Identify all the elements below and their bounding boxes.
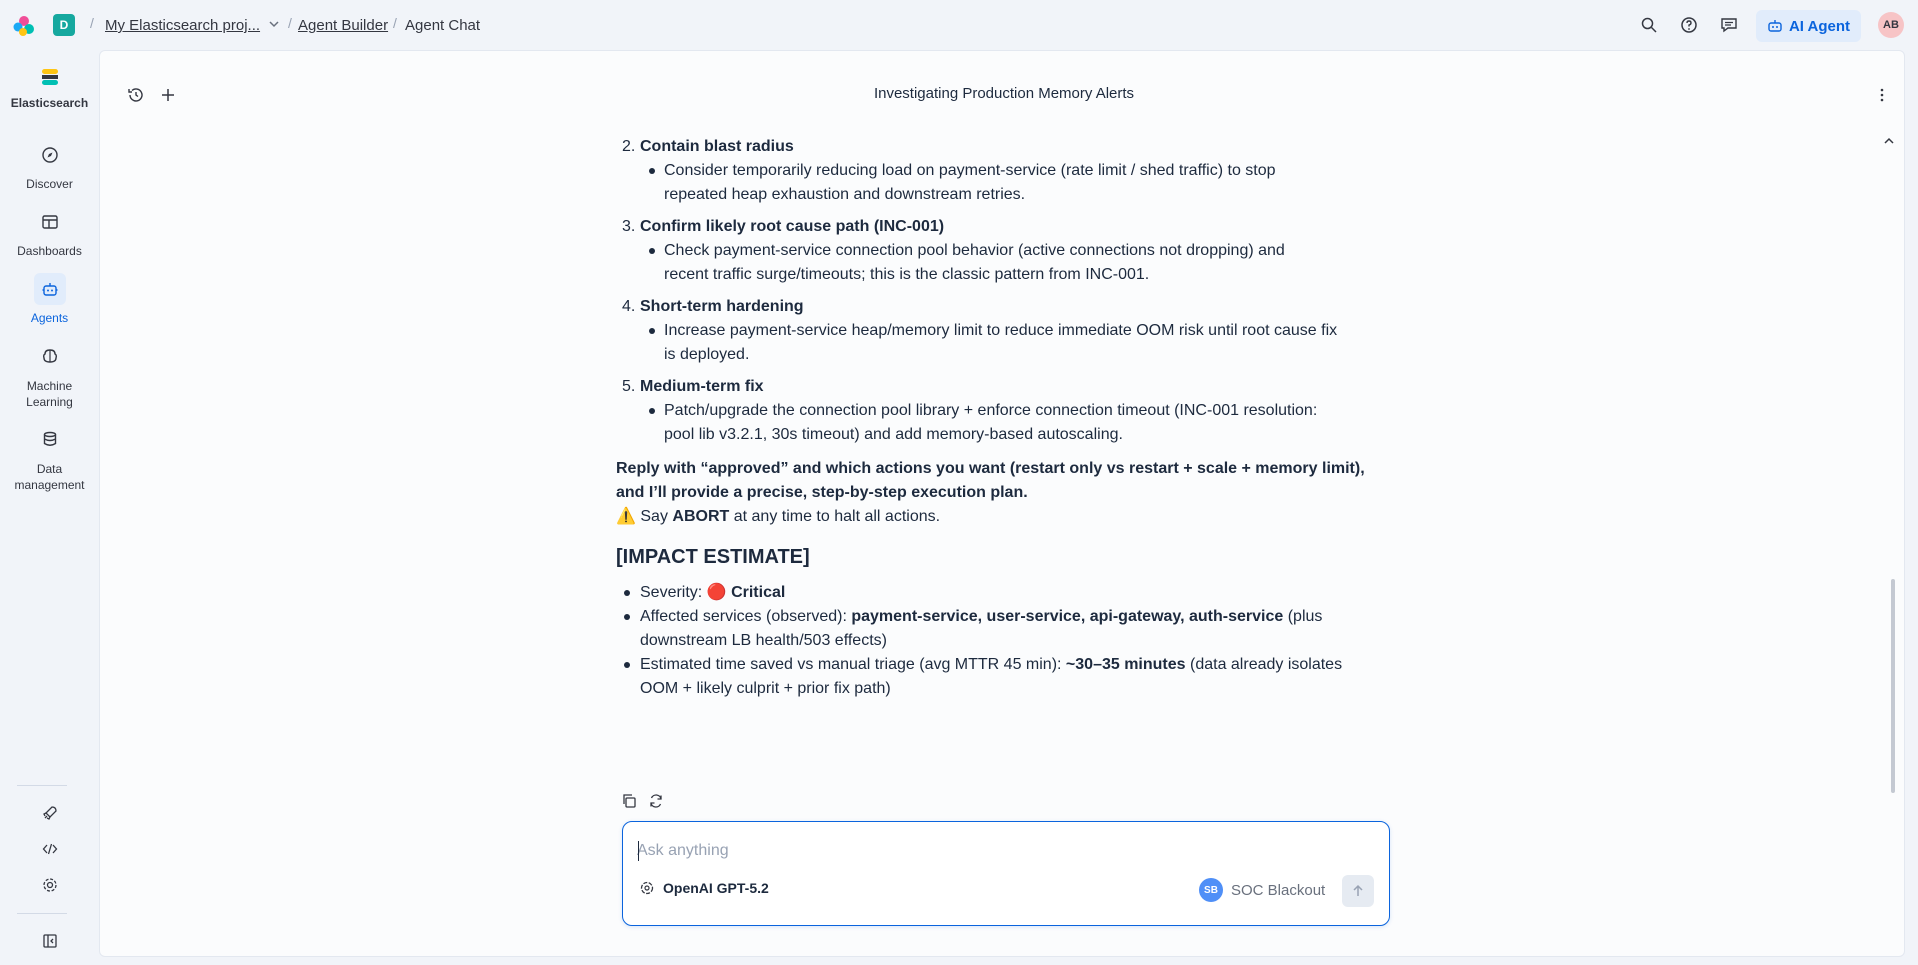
- abort-suffix: at any time to halt all actions.: [729, 508, 941, 525]
- step-title: Contain blast radius: [640, 138, 794, 155]
- breadcrumb-separator: /: [393, 15, 397, 31]
- openai-icon: [639, 880, 655, 896]
- step-detail: Consider temporarily reducing load on payment-service (rate limit / shed traffic) to stop: [664, 162, 1276, 179]
- step-number: 5.: [622, 378, 636, 395]
- reply-instruction-line: Reply with “approved” and which actions you want (restart only vs restart + scale + memory limit),: [616, 460, 1365, 477]
- gear-icon[interactable]: [40, 875, 60, 895]
- step-title: Short-term hardening: [640, 298, 804, 315]
- chat-composer: [622, 821, 1390, 926]
- severity-value: Critical: [731, 584, 786, 601]
- bullet-marker: [649, 248, 655, 254]
- severity-label: Severity:: [640, 584, 707, 601]
- step-detail: pool lib v3.2.1, 30s timeout) and add memory-based autoscaling.: [664, 426, 1123, 443]
- bullet-marker: [649, 408, 655, 414]
- more-options-icon[interactable]: [1873, 86, 1891, 104]
- step-number: 3.: [622, 218, 636, 235]
- time-saved-label: Estimated time saved vs manual triage (avg MTTR 45 min):: [640, 656, 1066, 673]
- agent-name: SOC Blackout: [1231, 881, 1326, 899]
- nav-item-data-management[interactable]: [0, 423, 99, 493]
- search-icon[interactable]: [1640, 16, 1658, 34]
- nav-item-label: Data management: [14, 462, 85, 492]
- nav-item-label: Machine Learning: [26, 379, 73, 409]
- abort-keyword: ABORT: [672, 508, 730, 525]
- affected-continuation: downstream LB health/503 effects): [640, 632, 887, 649]
- chat-panel: [99, 50, 1905, 957]
- step-title: Medium-term fix: [640, 378, 764, 395]
- agent-avatar: SB: [1199, 878, 1223, 902]
- model-selector[interactable]: [639, 880, 769, 896]
- step-title: Confirm likely root cause path (INC-001): [640, 218, 945, 235]
- reply-instructions: [616, 457, 1406, 529]
- abort-notice: [616, 505, 1406, 529]
- breadcrumb-separator: /: [90, 15, 94, 31]
- scrollbar-thumb[interactable]: [1891, 579, 1895, 793]
- impact-heading: [IMPACT ESTIMATE]: [616, 546, 810, 568]
- ai-agent-button[interactable]: [1756, 10, 1861, 42]
- database-icon: [41, 430, 59, 448]
- bullet-marker: [649, 168, 655, 174]
- nav-item-label: Agents: [30, 311, 69, 325]
- bullet-marker: [624, 590, 630, 596]
- model-name: OpenAI GPT-5.2: [663, 880, 769, 896]
- arrow-up-icon: [1351, 884, 1365, 898]
- abort-prefix: ⚠️ Say: [616, 508, 673, 525]
- bullet-marker: [649, 328, 655, 334]
- step-detail: Patch/upgrade the connection pool library + enforce connection timeout (INC-001 resolution:: [664, 402, 1318, 419]
- step-detail: repeated heap exhaustion and downstream retries.: [664, 186, 1026, 203]
- nav-item-agents[interactable]: [0, 273, 99, 325]
- rocket-icon[interactable]: [40, 803, 60, 823]
- conversation-title: Investigating Production Memory Alerts: [873, 85, 1135, 102]
- elasticsearch-logo-icon: [39, 66, 61, 88]
- nav-item-machine-learning[interactable]: [0, 340, 99, 410]
- breadcrumb-project[interactable]: My Elasticsearch proj...: [105, 17, 261, 34]
- dashboard-icon: [41, 213, 59, 231]
- breadcrumb-separator: /: [288, 15, 292, 31]
- collapse-nav-icon[interactable]: [40, 931, 60, 951]
- scroll-up-icon[interactable]: [1883, 135, 1895, 147]
- ai-agent-label: AI Agent: [1788, 17, 1851, 35]
- affected-suffix: (plus: [1283, 608, 1323, 625]
- brain-icon: [41, 347, 59, 365]
- chevron-down-icon[interactable]: [267, 17, 281, 31]
- copy-icon[interactable]: [621, 793, 637, 809]
- step-number: 2.: [622, 138, 636, 155]
- nav-divider: [17, 913, 67, 914]
- space-avatar[interactable]: D: [53, 14, 75, 36]
- affected-services: payment-service, user-service, api-gateway, auth-service: [851, 608, 1284, 625]
- send-button[interactable]: [1342, 875, 1374, 907]
- nav-item-label: Dashboards: [17, 244, 82, 258]
- agent-selector[interactable]: [1199, 878, 1325, 902]
- nav-item-label: Discover: [26, 177, 73, 191]
- severity-item: [640, 581, 1400, 605]
- time-saved-continuation: OOM + likely culprit + prior fix path): [640, 680, 891, 697]
- top-header: [0, 0, 1918, 50]
- reply-instruction-line: and I’ll provide a precise, step-by-step execution plan.: [616, 484, 1028, 501]
- help-icon[interactable]: [1680, 16, 1698, 34]
- step-number: 4.: [622, 298, 636, 315]
- user-avatar[interactable]: AB: [1878, 12, 1904, 38]
- code-icon[interactable]: [40, 839, 60, 859]
- step-detail: Increase payment-service heap/memory limit to reduce immediate OOM risk until root cause fix: [664, 322, 1338, 339]
- affected-label: Affected services (observed):: [640, 608, 852, 625]
- compass-icon: [41, 146, 59, 164]
- step-detail: Check payment-service connection pool behavior (active connections not dropping) and: [664, 242, 1285, 259]
- step-detail: recent traffic surge/timeouts; this is the classic pattern from INC-001.: [664, 266, 1150, 283]
- chat-input[interactable]: [637, 838, 1377, 864]
- regenerate-icon[interactable]: [648, 793, 664, 809]
- nav-item-discover[interactable]: [0, 139, 99, 191]
- critical-status-icon: 🔴: [706, 584, 727, 601]
- nav-brand-label: Elasticsearch: [10, 96, 89, 110]
- feedback-icon[interactable]: [1720, 16, 1738, 34]
- robot-icon: [1767, 18, 1783, 34]
- bullet-marker: [624, 614, 630, 620]
- breadcrumb-agent-builder[interactable]: Agent Builder: [298, 17, 389, 34]
- time-saved-item: [640, 653, 1400, 701]
- nav-item-dashboards[interactable]: [0, 206, 99, 258]
- bullet-marker: [624, 662, 630, 668]
- breadcrumb-agent-chat: Agent Chat: [405, 17, 481, 34]
- affected-services-item: [640, 605, 1400, 653]
- elastic-logo-icon[interactable]: [12, 14, 36, 38]
- side-navigation: [0, 50, 99, 965]
- time-saved-suffix: (data already isolates: [1185, 656, 1343, 673]
- nav-brand[interactable]: [0, 66, 99, 110]
- step-detail: is deployed.: [664, 346, 750, 363]
- nav-divider: [17, 785, 67, 786]
- time-saved-value: ~30–35 minutes: [1065, 656, 1186, 673]
- robot-icon: [41, 280, 59, 298]
- text-cursor: [638, 841, 639, 861]
